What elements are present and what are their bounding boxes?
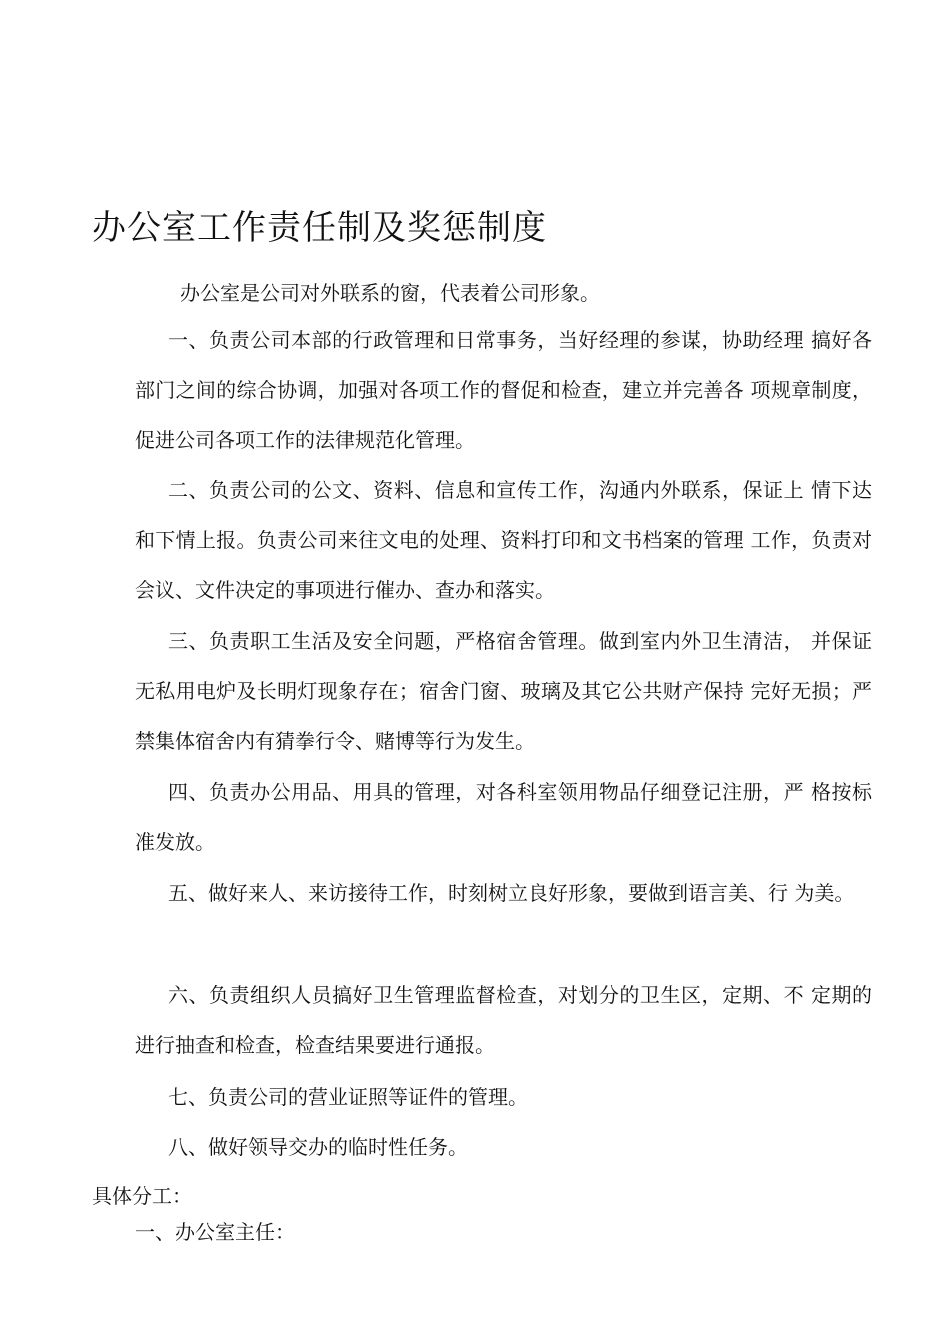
division-item-director: 一、办公室主任： (135, 1220, 295, 1244)
duty-paragraph-1: 一、负责公司本部的行政管理和日常事务，当好经理的参谋，协助经理 搞好各部门之间的综合协调，加强对各项工作的督促和检查，建立并完善各 项规章制度，促进公司各项工作的法律规范化管理。 (135, 328, 872, 452)
duty-paragraph-5: 五、做好来人、来访接待工作，时刻树立良好形象，要做到语言美、行 为美。 (168, 881, 855, 905)
duty-paragraph-3: 三、负责职工生活及安全问题，严格宿舍管理。做到室内外卫生清洁， 并保证无私用电炉及长明灯现象存在；宿舍门窗、玻璃及其它公共财产保持 完好无损；严禁集体宿舍内有猜拳行令、赌博等行为发生。 (135, 629, 872, 753)
duty-paragraph-2: 二、负责公司的公文、资料、信息和宣传工作，沟通内外联系，保证上 情下达和下情上报。负责公司来往文电的处理、资料打印和文书档案的管理 工作，负责对会议、文件决定的事项进行催办、查办和落实。 (135, 478, 872, 602)
page-title: 办公室工作责任制及奖惩制度 (92, 208, 547, 248)
duty-paragraph-4: 四、负责办公用品、用具的管理，对各科室领用物品仔细登记注册，严 格按标准发放。 (135, 780, 872, 854)
intro-paragraph: 办公室是公司对外联系的窗，代表着公司形象。 (180, 281, 600, 305)
duty-paragraph-8: 八、做好领导交办的临时性任务。 (168, 1135, 468, 1159)
division-heading: 具体分工： (92, 1184, 192, 1208)
duty-paragraph-7: 七、负责公司的营业证照等证件的管理。 (168, 1085, 528, 1109)
duty-paragraph-6: 六、负责组织人员搞好卫生管理监督检查，对划分的卫生区，定期、不 定期的进行抽查和检查，检查结果要进行通报。 (135, 983, 872, 1057)
